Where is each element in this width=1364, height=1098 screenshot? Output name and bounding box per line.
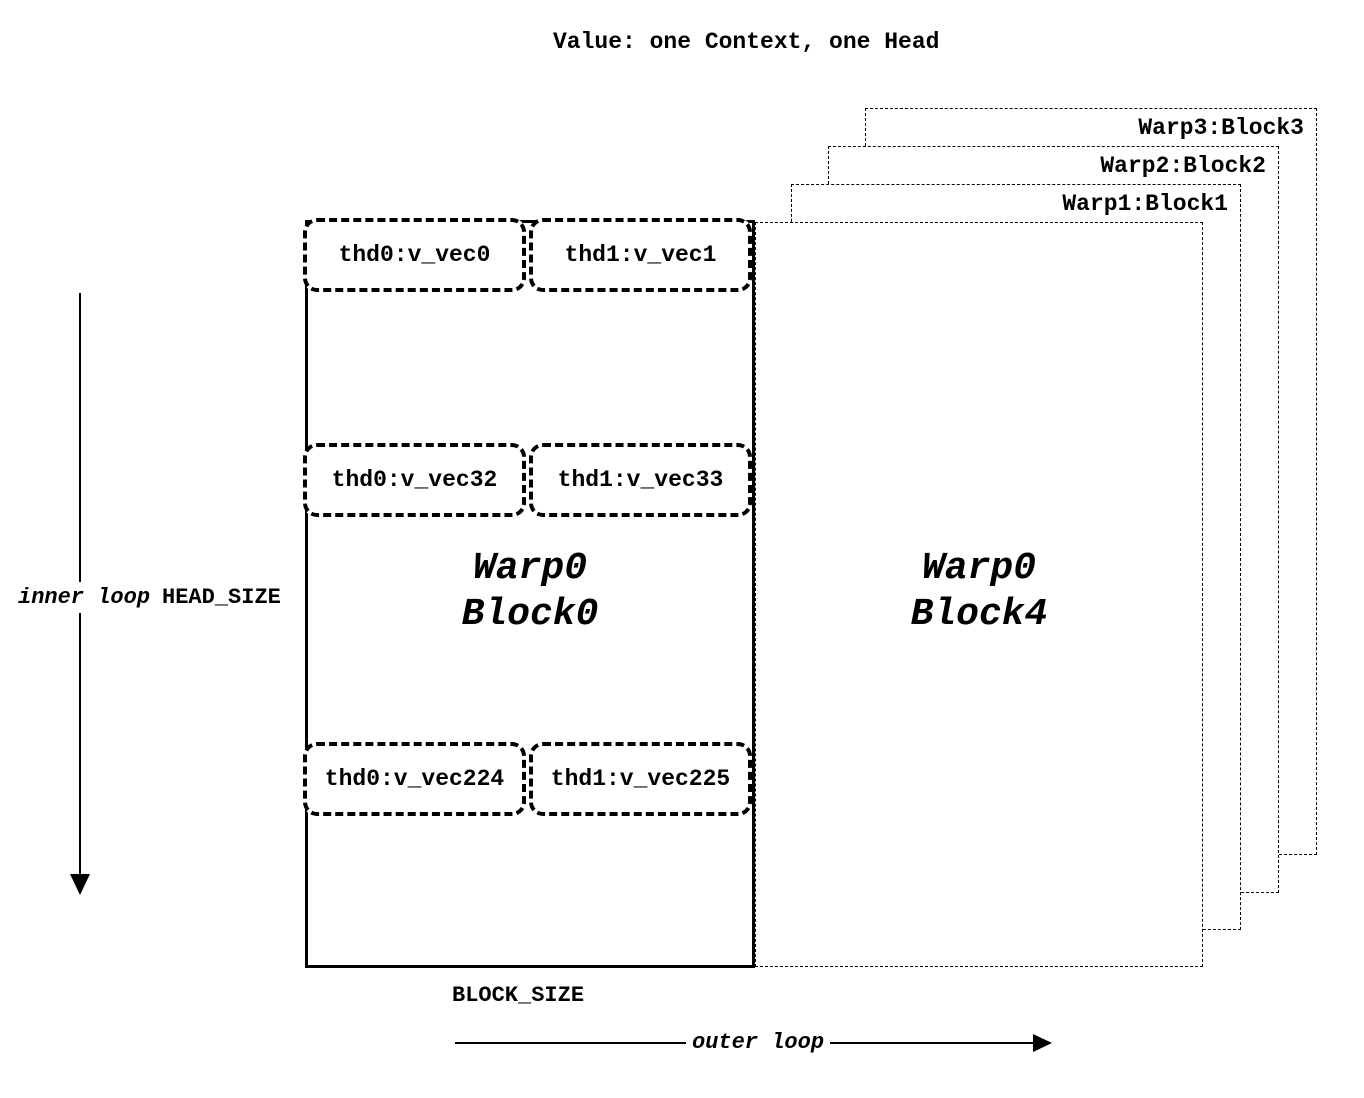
thread-vector-cell: thd0:v_vec32	[303, 443, 526, 517]
thread-vector-cell: thd0:v_vec224	[303, 742, 526, 816]
outer-loop-label: outer loop	[686, 1028, 830, 1057]
warp0-block0-rect	[305, 220, 755, 968]
diagram-title: Value: one Context, one Head	[553, 29, 940, 55]
inner-loop-label: inner loop	[18, 585, 151, 610]
arrowhead-right-icon	[1033, 1034, 1052, 1052]
block-size-label: BLOCK_SIZE	[452, 983, 585, 1008]
warp0-block4-line1: Warp0	[921, 547, 1037, 590]
warp0-block4-label	[756, 546, 1202, 638]
warp0-block4-rect	[755, 222, 1203, 967]
warp0-block0-line1: Warp0	[472, 547, 588, 590]
head-size-label: HEAD_SIZE	[162, 585, 281, 610]
warp0-block0-line2: Block0	[461, 593, 599, 636]
thread-vector-cell: thd1:v_vec1	[529, 218, 752, 292]
warp1-block1-label: Warp1:Block1	[1062, 191, 1228, 217]
warp3-block3-label: Warp3:Block3	[1138, 115, 1304, 141]
thread-vector-cell: thd1:v_vec225	[529, 742, 752, 816]
arrowhead-down-icon	[70, 874, 90, 895]
warp2-block2-label: Warp2:Block2	[1100, 153, 1266, 179]
inner-loop-head-size-label	[16, 582, 283, 613]
warp0-block0-label	[308, 546, 752, 638]
warp0-block4-line2: Block4	[910, 593, 1048, 636]
thread-vector-cell: thd1:v_vec33	[529, 443, 752, 517]
thread-vector-cell: thd0:v_vec0	[303, 218, 526, 292]
